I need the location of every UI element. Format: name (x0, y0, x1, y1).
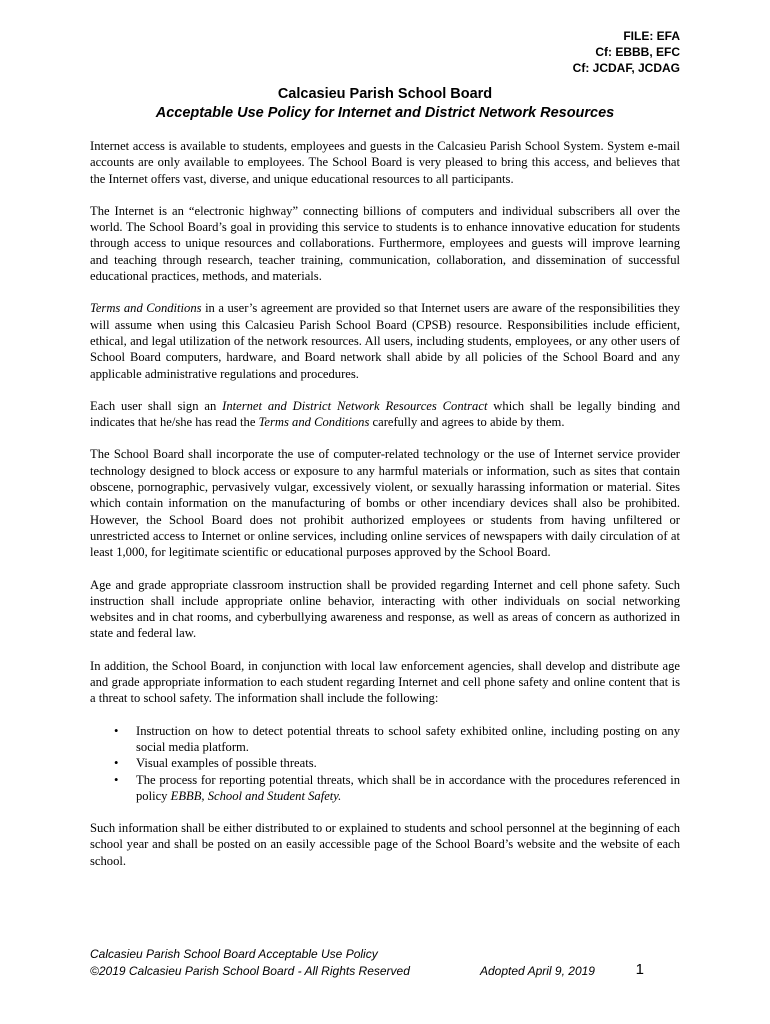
title-block (90, 85, 680, 123)
document-subtitle: Acceptable Use Policy for Internet and District Network Resources (155, 105, 615, 121)
text-run: The School Board shall incorporate the use of computer-related technology or the use of Internet service provider technology designed to block access or exposure to any harmful materials or information, such as sites that contain obscene, pornographic, pervasively vulgar, excessively violent, or sexually harassing information or material. Sites which contain information on the manufacturing of bombs or other incendiary devices shall also be prohibited. However, the School Board does not prohibit authorized employees or students from having unfiltered or unrestricted access to Internet or online services, including online services of newspapers with daily circulation of at least 1,000, for legitimate scientific or educational purposes approved by the School Board. (90, 447, 680, 560)
paragraph (90, 658, 680, 707)
paragraph (90, 138, 680, 187)
closing-paragraph (90, 820, 680, 869)
text-run: Each user shall sign an (90, 398, 223, 413)
text-run: carefully and agrees to abide by them. (369, 415, 565, 430)
footer-policy-name: Calcasieu Parish School Board Acceptable Use Policy (90, 947, 378, 961)
text-run: The Internet is an “electronic highway” connecting billions of computers and individual subscribers all over the world. The School Board’s goal in providing this service to students is to enhance innovative education for students through access to unique resources and collaborations. Furthermore, employees and guests will improve learning and teaching through research, teacher training, communication, collaboration, and dissemination of successful educational practices, methods, and materials. (90, 203, 680, 284)
text-run: In addition, the School Board, in conjunction with local law enforcement agencies, shall develop and distribute age and grade appropriate information to each student regarding Internet and cell phone safety and online content that is a threat to school safety. The information shall include the following: (90, 658, 680, 706)
file-line: Cf: EBBB, EFC (595, 45, 680, 59)
file-reference (573, 28, 680, 76)
file-line: FILE: EFA (623, 29, 680, 43)
text-run: Age and grade appropriate classroom instruction shall be provided regarding Internet and cell phone safety. Such instruction shall include appropriate online behavior, interacting with other individuals on social networking websites and in chat rooms, and cyberbullying awareness and response, as well as areas of concern as authorized in state and federal law. (90, 577, 680, 641)
document-title: Calcasieu Parish School Board (277, 86, 493, 102)
italic-text-run: EBBB, School and Student Safety. (170, 788, 342, 803)
paragraph (90, 398, 680, 431)
paragraph (90, 577, 680, 642)
italic-text-run: Terms and Conditions (90, 301, 202, 316)
text-run: The process for reporting potential threats, which shall be in accordance with the procedures referenced in policy (136, 772, 680, 803)
footer-copyright: ©2019 Calcasieu Parish School Board - All Rights Reserved (90, 964, 410, 978)
footer-adopted-date: Adopted April 9, 2019 (480, 964, 595, 978)
bullet-item (114, 755, 680, 771)
bullet-marker: • (114, 723, 119, 738)
page-footer (90, 946, 680, 981)
text-run: Internet access is available to students, employees and guests in the Calcasieu Parish School System. System e-mail accounts are only available to employees. The School Board is very pleased to bring this access, and believes that the Internet offers vast, diverse, and unique educational resources to all participants. (90, 139, 680, 186)
paragraph (90, 300, 680, 381)
bullet-item (114, 772, 680, 805)
bullet-marker: • (114, 756, 119, 771)
bullet-text (136, 724, 680, 754)
page-number: 1 (635, 961, 644, 978)
text-run: Visual examples of possible threats. (136, 756, 317, 771)
file-line: Cf: JCDAF, JCDAG (572, 61, 680, 75)
paragraph (90, 203, 680, 284)
bullet-text (136, 773, 680, 803)
text-run: Such information shall be either distributed to or explained to students and school personnel at the beginning of each school year and shall be posted on an easily accessible page of the School Board’s website and the website of each school. (90, 821, 680, 868)
bullet-marker: • (114, 772, 119, 787)
bullet-text (136, 756, 317, 770)
text-run: in a user’s agreement are provided so that Internet users are aware of the responsibilities they will assume when using this Calcasieu Parish School Board (CPSB) resource. Responsibilities include efficient, ethical, and legal utilization of the network resources. All users, including students, employees, or any other users of School Board computers, hardware, and Board network shall abide by all policies of the School Board and any applicable administrative regulations and procedures. (90, 301, 680, 381)
bullet-item (114, 723, 680, 756)
bullet-list (90, 723, 680, 804)
paragraph (90, 446, 680, 560)
text-run: which shall be legally binding and indicates that he/she has read the (90, 398, 680, 430)
text-run: Instruction on how to detect potential threats to school safety exhibited online, including posting on any social media platform. (136, 723, 680, 754)
italic-text-run: Terms and Conditions (258, 415, 370, 430)
policy-body (90, 138, 680, 885)
italic-text-run: Internet and District Network Resources Contract (222, 398, 488, 413)
